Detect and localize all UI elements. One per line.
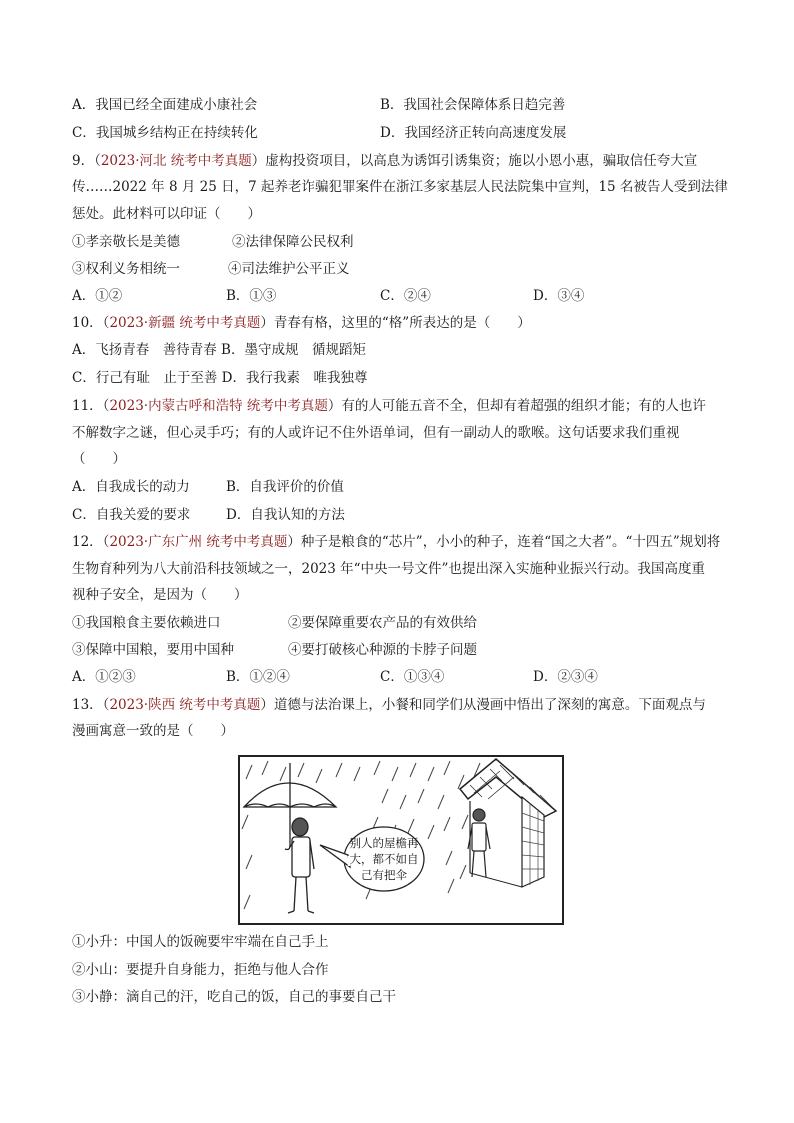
q8-option-c: C．我国城乡结构正在持续转化 <box>72 125 258 141</box>
q11-stem-line1 <box>72 396 706 416</box>
bubble-line-3: 己有把伞 <box>361 868 407 882</box>
q13-source: 2023·陕西 统考中考真题 <box>109 697 261 713</box>
q13-number: 13．（ <box>72 697 110 713</box>
q11-option-c: C．自我关爱的要求 <box>72 507 191 523</box>
q9-number: 9．（ <box>72 153 101 169</box>
q9-statement-2: ②法律保障公民权利 <box>232 234 354 250</box>
q13-statement-2: ②小山：要提升自身能力，拒绝与他人合作 <box>72 962 329 978</box>
q11-number: 11．（ <box>72 398 110 414</box>
bubble-line-1: 别人的屋檐再 <box>349 836 419 850</box>
q10-options-ab: A．飞扬青春 善待青春 B．墨守成规 循规蹈矩 <box>72 342 366 358</box>
q12-stem-line3: 视种子安全，是因为（ ） <box>72 587 248 603</box>
q9-stem-line1 <box>72 151 697 171</box>
q11-stem-text: ）有的人可能五音不全，但却有着超强的组织才能；有的人也许 <box>327 398 706 414</box>
q12-source: 2023·广东广州 统考中考真题 <box>109 534 288 550</box>
q9-option-d: D．③④ <box>533 288 585 304</box>
q12-option-c: C．①③④ <box>380 669 445 685</box>
q12-number: 12．（ <box>72 534 110 550</box>
q13-statement-1: ①小升：中国人的饭碗要牢牢端在自己手上 <box>72 934 329 950</box>
q9-statement-4: ④司法维护公平正义 <box>228 261 350 277</box>
q13-stem-line1 <box>72 695 706 715</box>
q10-options-cd: C．行己有耻 止于至善 D．我行我素 唯我独尊 <box>72 370 368 386</box>
q9-option-a: A．①② <box>72 288 123 304</box>
q10-stem-text: ）青春有格，这里的“格”所表达的是（ ） <box>260 315 531 331</box>
q12-statement-2: ②要保障重要农产品的有效供给 <box>288 615 477 631</box>
q12-statement-4: ④要打破核心种源的卡脖子问题 <box>288 642 477 658</box>
q10-stem <box>72 313 531 333</box>
q8-option-d: D．我国经济正转向高速度发展 <box>380 125 567 141</box>
q12-stem-line1 <box>72 532 720 552</box>
q10-number: 10．（ <box>72 315 110 331</box>
q11-option-d: D．自我认知的方法 <box>226 507 345 523</box>
q11-option-a: A．自我成长的动力 <box>72 479 190 495</box>
q12-stem-line2: 生物育种列为八大前沿科技领域之一，2023 年“中央一号文件”也提出深入实施种业振兴行动。我国高度重 <box>72 561 705 577</box>
q9-statement-3: ③权利义务相统一 <box>72 261 180 277</box>
q9-stem-line2: 传……2022 年 8 月 25 日，7 起养老诈骗犯罪案件在浙江多家基层人民法院集中宣判，15 名被告人受到法律 <box>72 179 728 195</box>
q11-source: 2023·内蒙古呼和浩特 统考中考真题 <box>109 398 328 414</box>
q9-stem-text: ）虚构投资项目，以高息为诱饵引诱集资；施以小恩小惠，骗取信任夸大宣 <box>251 153 698 169</box>
q12-statement-1: ①我国粮食主要依赖进口 <box>72 615 221 631</box>
bubble-line-2: 大，都不如自 <box>349 852 419 866</box>
q12-option-a: A．①②③ <box>72 669 136 685</box>
q9-statement-1: ①孝亲敬长是美德 <box>72 234 180 250</box>
q8-option-a: A．我国已经全面建成小康社会 <box>72 97 258 113</box>
q13-stem-text: ）道德与法治课上，小餐和同学们从漫画中悟出了深刻的寓意。下面观点与 <box>260 697 706 713</box>
q13-statement-3: ③小静：滴自己的汗，吃自己的饭，自己的事要自己干 <box>72 989 396 1005</box>
q9-option-c: C．②④ <box>380 288 431 304</box>
q10-source: 2023·新疆 统考中考真题 <box>109 315 261 331</box>
q13-stem-line2: 漫画寓意一致的是（ ） <box>72 723 234 739</box>
q11-option-b: B．自我评价的价值 <box>226 479 344 495</box>
q12-statement-3: ③保障中国粮，要用中国种 <box>72 642 234 658</box>
q9-stem-line3: 惩处。此材料可以印证（ ） <box>72 206 261 222</box>
q11-stem-line2: 不解数字之谜，但心灵手巧；有的人或许记不住外语单词，但有一副动人的歌喉。这句话要求我们重视 <box>72 425 680 441</box>
q9-option-b: B．①③ <box>226 288 277 304</box>
q11-stem-line3: （ ） <box>72 451 126 467</box>
q12-option-b: B．①②④ <box>226 669 290 685</box>
q13-cartoon <box>238 755 564 925</box>
q12-stem-text: ）种子是粮食的“芯片”，小小的种子，连着“国之大者”。“十四五”规划将 <box>287 534 721 550</box>
q8-option-b: B．我国社会保障体系日趋完善 <box>380 97 566 113</box>
q9-source: 2023·河北 统考中考真题 <box>100 153 252 169</box>
q12-option-d: D．②③④ <box>533 669 598 685</box>
